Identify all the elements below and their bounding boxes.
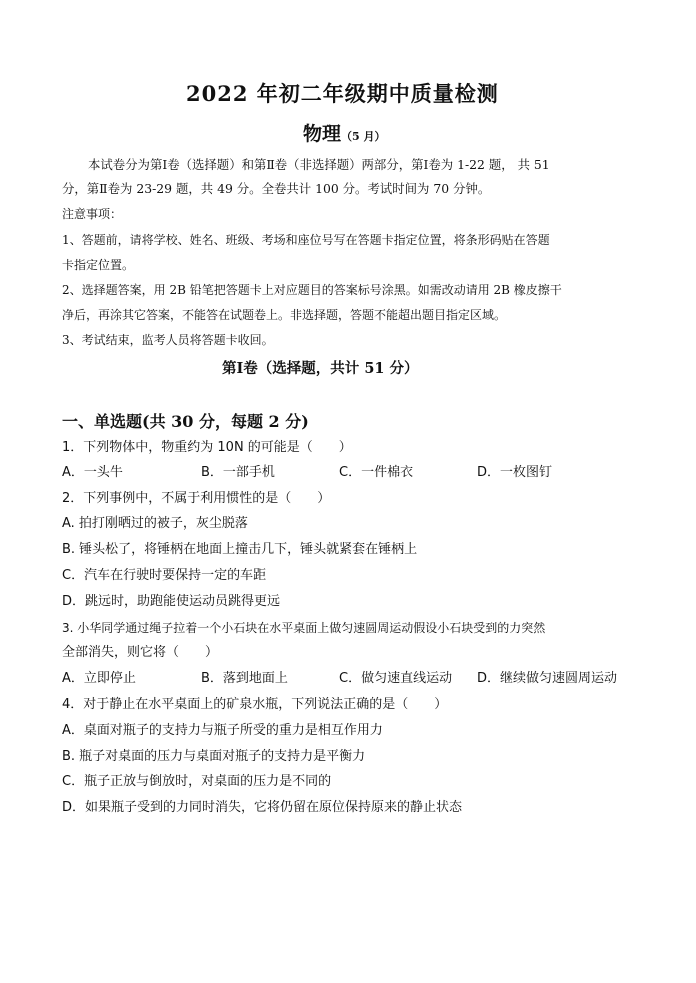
question-4-option-c: C．瓶子正放与倒放时，对桌面的压力是不同的 [62, 774, 332, 789]
question-4-option-a: A．桌面对瓶子的支持力与瓶子所受的重力是相互作用力 [62, 723, 383, 738]
notice-heading: 注意事项： [62, 207, 123, 221]
question-4-option-d: D．如果瓶子受到的力同时消失，它将仍留在原位保持原来的静止状态 [62, 800, 463, 815]
subject-month-note: （5 月） [341, 130, 386, 143]
question-2-stem: 2．下列事例中，不属于利用惯性的是（ ） [62, 491, 331, 506]
subject-title [303, 121, 386, 150]
section-1-title: 一、单选题(共 30 分，每题 2 分) [62, 412, 309, 431]
intro-line-2: 分，第Ⅱ卷为 23-29 题，共 49 分。全卷共计 100 分。考试时间为 70 分钟。 [62, 181, 491, 196]
intro-line-1: 本试卷分为第Ⅰ卷（选择题）和第Ⅱ卷（非选择题）两部分，第Ⅰ卷为 1-22 题， 共 51 [88, 157, 550, 172]
question-1-option-b: B．一部手机 [201, 465, 275, 480]
subject-name: 物理 [303, 123, 342, 145]
question-1-option-a: A．一头牛 [62, 465, 123, 480]
question-3-option-a: A．立即停止 [62, 671, 136, 686]
question-3-option-b: B．落到地面上 [201, 671, 288, 686]
question-2-option-d: D．跳远时，助跑能使运动员跳得更远 [62, 594, 281, 609]
question-3-stem-line-2: 全部消失，则它将（ ） [62, 645, 219, 660]
question-2-option-a: A. 拍打刚晒过的被子，灰尘脱落 [62, 516, 248, 531]
notice-item-2-line-1: 2、选择题答案，用 2B 铅笔把答题卡上对应题目的答案标号涂黑。如需改动请用 2B 橡皮擦干 [62, 283, 562, 297]
question-3-stem: 3. 小华同学通过绳子拉着一个小石块在水平桌面上做匀速圆周运动假设小石块受到的力突然 [62, 621, 546, 635]
notice-item-2-line-2: 净后，再涂其它答案，不能答在试题卷上。非选择题，答题不能超出题目指定区域。 [62, 308, 507, 322]
question-3-options [62, 670, 662, 688]
notice-item-1-line-2: 卡指定位置。 [62, 258, 135, 272]
question-1-option-c: C．一件棉衣 [339, 465, 414, 480]
question-2-option-b: B. 锤头松了，将锤柄在地面上撞击几下，锤头就紧套在锤柄上 [62, 542, 418, 557]
question-3-option-d: D．继续做匀速圆周运动 [477, 671, 618, 686]
exam-title: 2022 年初二年级期中质量检测 [186, 81, 499, 106]
part-1-title: 第Ⅰ卷（选择题，共计 51 分） [222, 360, 419, 377]
notice-item-3: 3、考试结束，监考人员将答题卡收回。 [62, 333, 274, 347]
question-1-option-d: D．一枚图钉 [477, 465, 553, 480]
question-2-option-c: C．汽车在行驶时要保持一定的车距 [62, 568, 267, 583]
question-1-options [62, 464, 662, 482]
question-1-stem: 1．下列物体中，物重约为 10N 的可能是（ ） [62, 440, 352, 455]
question-3-option-c: C．做匀速直线运动 [339, 671, 453, 686]
question-4-option-b: B. 瓶子对桌面的压力与桌面对瓶子的支持力是平衡力 [62, 749, 366, 764]
notice-item-1-line-1: 1、答题前，请将学校、姓名、班级、考场和座位号写在答题卡指定位置，将条形码贴在答题 [62, 233, 550, 247]
question-4-stem: 4．对于静止在水平桌面上的矿泉水瓶，下列说法正确的是（ ） [62, 697, 448, 712]
